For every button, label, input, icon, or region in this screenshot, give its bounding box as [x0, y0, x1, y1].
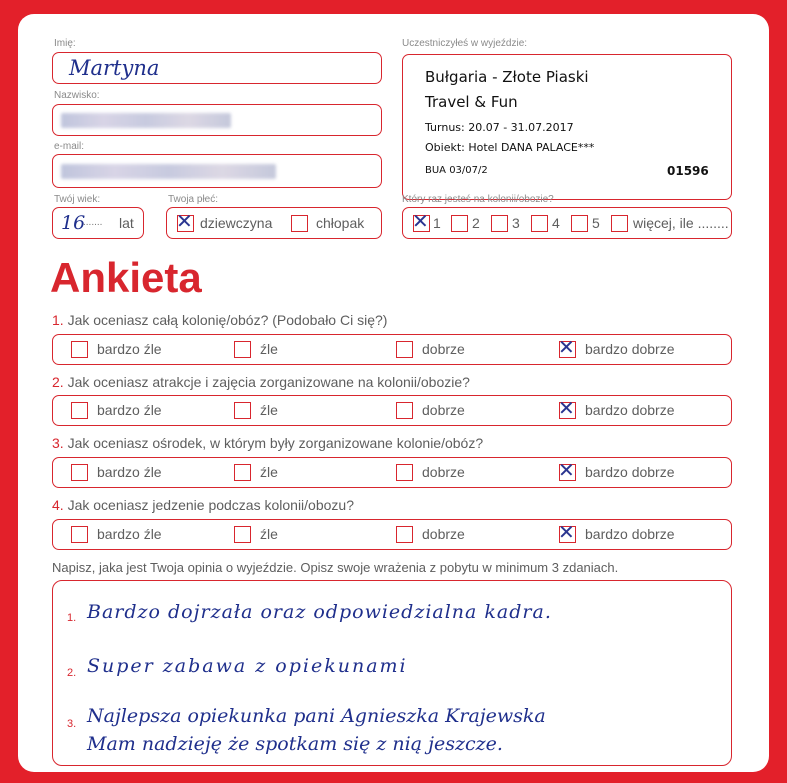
- question-4-text: Jak oceniasz jedzenie podczas kolonii/obozu?: [67, 497, 354, 513]
- q2-selected-mark: ✕: [558, 396, 575, 420]
- q3-selected-mark: ✕: [558, 458, 575, 482]
- opinion-2-number: 2.: [67, 667, 77, 679]
- times-checkbox-4[interactable]: [531, 215, 548, 232]
- redacted-surname: [61, 113, 231, 128]
- trip-ticket: [402, 54, 732, 200]
- question-4-number: 4.: [52, 497, 64, 513]
- survey-sheet: [18, 14, 769, 772]
- question-1: [52, 312, 387, 328]
- ticket-code: BUA 03/07/2: [425, 165, 488, 176]
- opinion-3-text: Najlepsza opiekunka pani Agnieszka Krajewska: [87, 705, 546, 727]
- q3-option-zle[interactable]: [234, 464, 251, 481]
- q2-option-zle[interactable]: [234, 402, 251, 419]
- question-1-number: 1.: [52, 312, 64, 328]
- opinion-2-text: Super zabawa z opiekunami: [87, 655, 408, 677]
- age-label: Twój wiek:: [54, 194, 101, 205]
- q4-option-zle[interactable]: [234, 526, 251, 543]
- q3-option-bardzo-dobrze-label: bardzo dobrze: [585, 464, 675, 480]
- q1-option-zle-label: źle: [260, 341, 278, 357]
- survey-title: Ankieta: [50, 254, 202, 301]
- q2-option-zle-label: źle: [260, 402, 278, 418]
- ticket-number: 01596: [667, 164, 709, 178]
- q1-selected-mark: ✕: [558, 335, 575, 359]
- q3-option-bardzo-zle[interactable]: [71, 464, 88, 481]
- email-label: e-mail:: [54, 141, 85, 152]
- q2-option-bardzo-dobrze-label: bardzo dobrze: [585, 402, 675, 418]
- q3-option-bardzo-dobrze[interactable]: [558, 458, 576, 482]
- q3-option-bardzo-zle-label: bardzo źle: [97, 464, 162, 480]
- answer-row-4: [52, 519, 732, 550]
- question-2-text: Jak oceniasz atrakcje i zajęcia zorganizowane na kolonii/obozie?: [67, 374, 470, 390]
- q1-option-dobrze-label: dobrze: [422, 341, 465, 357]
- question-1-text: Jak oceniasz całą kolonię/obóz? (Podobało Ci się?): [67, 312, 388, 328]
- q1-option-zle[interactable]: [234, 341, 251, 358]
- q2-option-bardzo-zle[interactable]: [71, 402, 88, 419]
- opinion-3-number: 3.: [67, 718, 77, 730]
- age-dots: .......: [83, 217, 103, 228]
- times-checkbox-more[interactable]: [611, 215, 628, 232]
- opinion-1-text: Bardzo dojrzała oraz odpowiedzialna kadra.: [87, 601, 552, 623]
- opinion-1-number: 1.: [67, 612, 77, 624]
- name-field[interactable]: [52, 52, 382, 84]
- q4-selected-mark: ✕: [558, 520, 575, 544]
- opinion-3-continuation: Mam nadzieję że spotkam się z nią jeszcze.: [87, 733, 503, 755]
- age-value: 16: [61, 212, 86, 234]
- answer-row-1: [52, 334, 732, 365]
- gender-male-label: chłopak: [316, 215, 365, 231]
- age-unit: lat: [119, 215, 134, 231]
- ticket-obiekt: Obiekt: Hotel DANA PALACE***: [425, 141, 595, 154]
- opinion-prompt: Napisz, jaka jest Twoja opinia o wyjeździe. Opisz swoje wrażenia z pobytu w minimum 3 zdaniach.: [52, 560, 619, 575]
- opinion-box[interactable]: [52, 580, 732, 766]
- q2-option-dobrze[interactable]: [396, 402, 413, 419]
- trip-label: Uczestniczyłeś w wyjeździe:: [402, 38, 528, 49]
- times-checkbox-1[interactable]: [412, 209, 430, 233]
- times-checkbox-3[interactable]: [491, 215, 508, 232]
- name-value: Martyna: [69, 56, 160, 80]
- answer-row-3: [52, 457, 732, 488]
- times-label: Który raz jesteś na kolonii/obozie?: [402, 194, 554, 205]
- gender-label: Twoja płeć:: [168, 194, 219, 205]
- surname-label: Nazwisko:: [54, 90, 100, 101]
- gender-female-label: dziewczyna: [200, 215, 273, 231]
- q4-option-bardzo-dobrze[interactable]: [558, 520, 576, 544]
- times-field: [402, 207, 732, 239]
- q4-option-bardzo-zle-label: bardzo źle: [97, 526, 162, 542]
- times-checkbox-5[interactable]: [571, 215, 588, 232]
- times-1-mark: ✕: [412, 209, 429, 233]
- surname-field[interactable]: [52, 104, 382, 136]
- ticket-destination: Bułgaria - Złote Piaski: [425, 68, 589, 86]
- q3-option-dobrze[interactable]: [396, 464, 413, 481]
- q2-option-dobrze-label: dobrze: [422, 402, 465, 418]
- question-3-text: Jak oceniasz ośrodek, w którym były zorganizowane kolonie/obóz?: [67, 435, 484, 451]
- q3-option-dobrze-label: dobrze: [422, 464, 465, 480]
- q4-option-bardzo-zle[interactable]: [71, 526, 88, 543]
- q1-option-dobrze[interactable]: [396, 341, 413, 358]
- q4-option-bardzo-dobrze-label: bardzo dobrze: [585, 526, 675, 542]
- question-3-number: 3.: [52, 435, 64, 451]
- redacted-email: [61, 164, 276, 179]
- q1-option-bardzo-dobrze[interactable]: [558, 335, 576, 359]
- email-field[interactable]: [52, 154, 382, 188]
- question-2: [52, 374, 470, 390]
- q4-option-zle-label: źle: [260, 526, 278, 542]
- q2-option-bardzo-dobrze[interactable]: [558, 396, 576, 420]
- q4-option-dobrze-label: dobrze: [422, 526, 465, 542]
- question-3: [52, 435, 483, 451]
- times-label-3: 3: [512, 215, 520, 231]
- age-field[interactable]: [52, 207, 144, 239]
- times-label-4: 4: [552, 215, 560, 231]
- gender-field: [166, 207, 382, 239]
- times-label-5: 5: [592, 215, 600, 231]
- times-label-2: 2: [472, 215, 480, 231]
- ticket-program: Travel & Fun: [425, 93, 518, 111]
- gender-female-checkbox[interactable]: [176, 209, 194, 233]
- times-label-1: 1: [433, 215, 441, 231]
- q1-option-bardzo-zle-label: bardzo źle: [97, 341, 162, 357]
- q4-option-dobrze[interactable]: [396, 526, 413, 543]
- times-more-label: więcej, ile ........: [633, 215, 729, 231]
- name-label: Imię:: [54, 38, 76, 49]
- answer-row-2: [52, 395, 732, 426]
- question-2-number: 2.: [52, 374, 64, 390]
- q1-option-bardzo-zle[interactable]: [71, 341, 88, 358]
- q1-option-bardzo-dobrze-label: bardzo dobrze: [585, 341, 675, 357]
- q2-option-bardzo-zle-label: bardzo źle: [97, 402, 162, 418]
- gender-female-mark: ✕: [176, 209, 193, 233]
- times-checkbox-2[interactable]: [451, 215, 468, 232]
- ticket-turnus: Turnus: 20.07 - 31.07.2017: [425, 121, 574, 134]
- gender-male-checkbox[interactable]: [291, 215, 308, 232]
- q3-option-zle-label: źle: [260, 464, 278, 480]
- question-4: [52, 497, 354, 513]
